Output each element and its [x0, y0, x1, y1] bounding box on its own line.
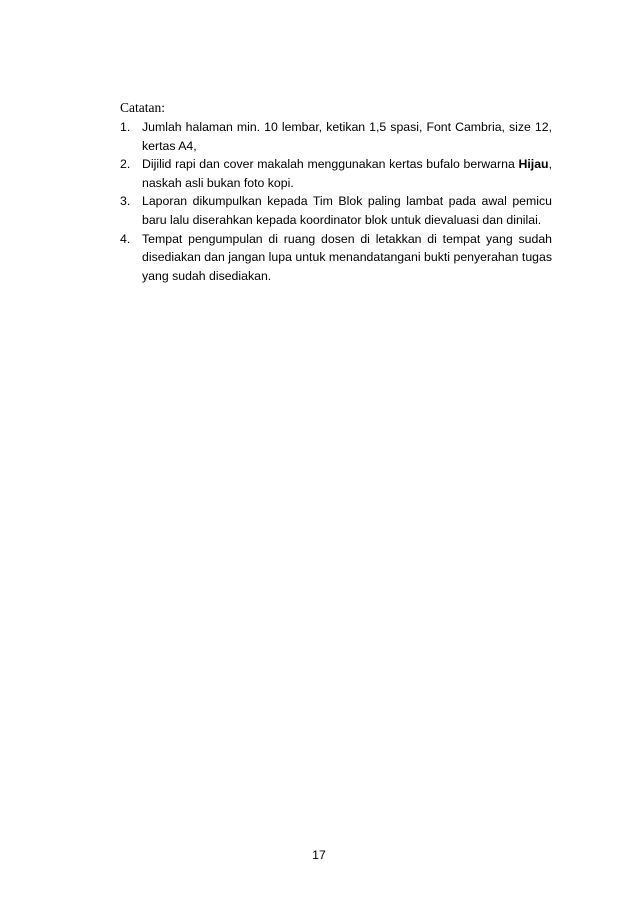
note-number: 4.	[120, 231, 131, 246]
notes-section	[120, 99, 552, 285]
note-item-2	[120, 155, 552, 192]
notes-list	[120, 118, 552, 285]
page-number: 17	[312, 848, 326, 862]
note-text: Jumlah halaman min. 10 lembar, ketikan 1,5 spasi, Font Cambria, size 12, kertas A4,	[142, 120, 552, 153]
note-bold-color: Hijau	[518, 157, 549, 172]
note-number: 1.	[120, 120, 131, 134]
note-text-part: Dijilid rapi dan cover makalah menggunakan kertas bufalo berwarna	[142, 157, 519, 172]
note-number: 2.	[120, 157, 131, 172]
note-number: 3.	[120, 194, 131, 209]
note-text: Laporan dikumpulkan kepada Tim Blok paling lambat pada awal pemicu baru lalu diserahkan kepada koordinator blok untuk dievaluasi dan dinilai.	[142, 194, 552, 227]
note-item-1	[120, 118, 552, 155]
note-text: Tempat pengumpulan di ruang dosen di letakkan di tempat yang sudah disediakan dan jangan lupa untuk menandatangani bukti penyerahan tugas yang sudah disediakan.	[142, 231, 552, 283]
notes-heading: Catatan:	[120, 100, 165, 115]
note-item-3	[120, 192, 552, 229]
note-text	[142, 155, 552, 192]
note-text-part: , naskah asli bukan foto kopi.	[142, 157, 552, 190]
note-item-4	[120, 230, 552, 286]
